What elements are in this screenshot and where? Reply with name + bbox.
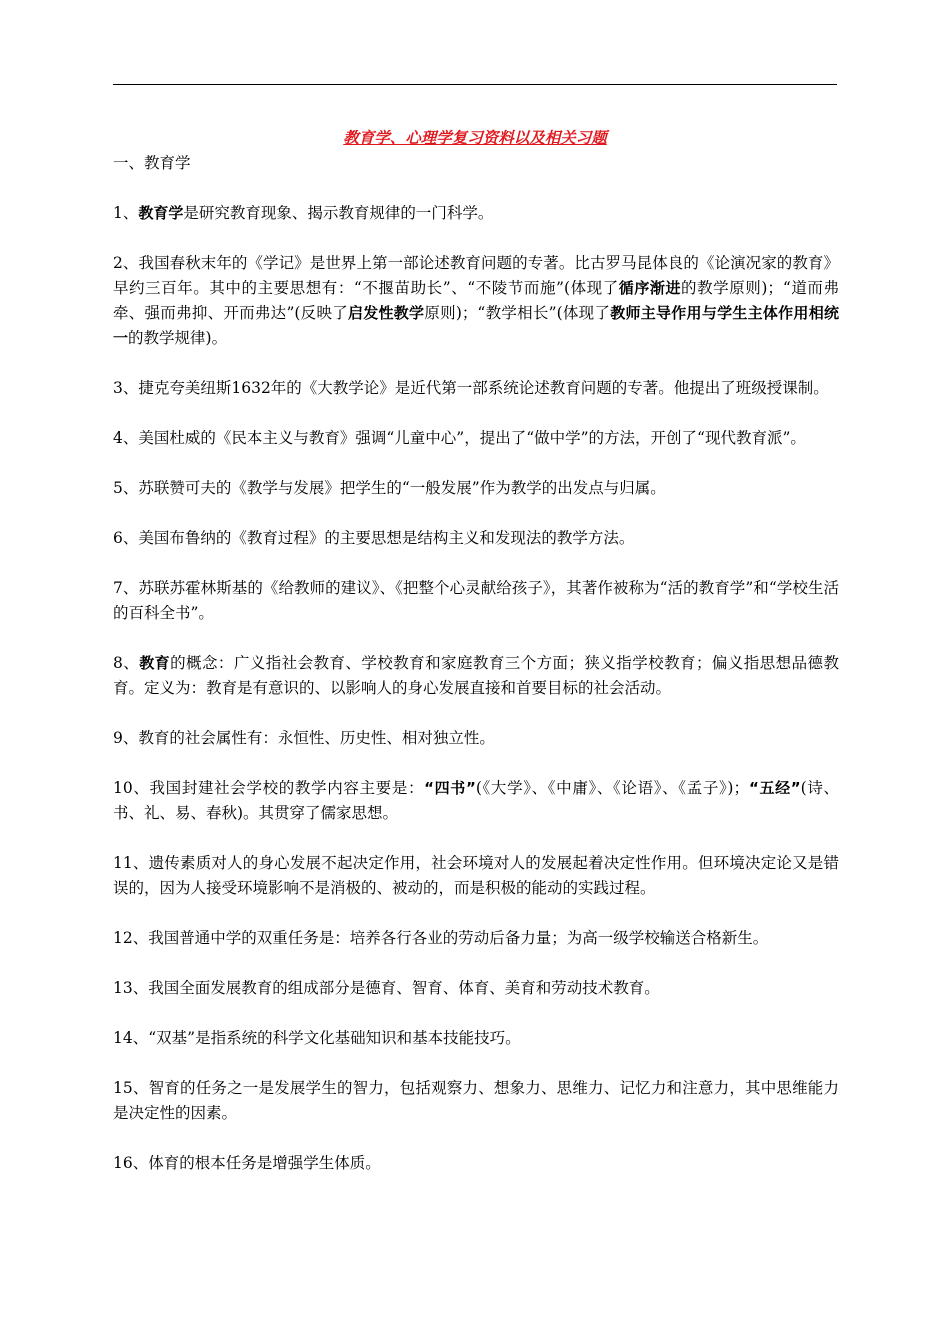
document-body bbox=[113, 201, 839, 1201]
paragraph-14: 14、“双基”是指系统的科学文化基础知识和基本技能技巧。 bbox=[113, 1029, 521, 1047]
paragraph-6: 6、美国布鲁纳的《教育过程》的主要思想是结构主义和发现法的教学方法。 bbox=[113, 529, 635, 547]
title-main: 教育学、心理学复习资料 bbox=[343, 128, 514, 147]
paragraph-4: 4、美国杜威的《民本主义与教育》强调“儿童中心”，提出了“做中学”的方法，开创了“现代教育派”。 bbox=[113, 429, 806, 447]
title-suffix: 以及相关习题 bbox=[513, 128, 607, 147]
paragraph-9: 9、教育的社会属性有：永恒性、历史性、相对独立性。 bbox=[113, 729, 495, 747]
section-heading: 一、教育学 bbox=[113, 154, 191, 172]
paragraph-1: 1、教育学是研究教育现象、揭示教育规律的一门科学。 bbox=[113, 204, 494, 222]
document-title bbox=[113, 126, 837, 148]
paragraph-15: 15、智育的任务之一是发展学生的智力，包括观察力、想象力、思维力、记忆力和注意力，其中思维能力是决定性的因素。 bbox=[113, 1079, 839, 1122]
paragraph-16: 16、体育的根本任务是增强学生体质。 bbox=[113, 1154, 381, 1172]
paragraph-10: 10、我国封建社会学校的教学内容主要是：“四书”(《大学》、《中庸》、《论语》、《孟子》)；“五经”(诗、书、礼、易、春秋)。其贯穿了儒家思想。 bbox=[113, 779, 840, 822]
paragraph-8: 8、教育的概念：广义指社会教育、学校教育和家庭教育三个方面；狭义指学校教育；偏义指思想品德教育。定义为：教育是有意识的、以影响人的身心发展直接和首要目标的社会活动。 bbox=[113, 654, 839, 697]
paragraph-5: 5、苏联赞可夫的《教学与发展》把学生的“一般发展”作为教学的出发点与归属。 bbox=[113, 479, 666, 497]
paragraph-11: 11、遗传素质对人的身心发展不起决定作用，社会环境对人的发展起着决定性作用。但环境决定论又是错误的，因为人接受环境影响不是消极的、被动的，而是积极的能动的实践过程。 bbox=[113, 854, 839, 897]
paragraph-7: 7、苏联苏霍林斯基的《给教师的建议》、《把整个心灵献给孩子》，其著作被称为“活的教育学”和“学校生活的百科全书”。 bbox=[113, 579, 839, 622]
paragraph-12: 12、我国普通中学的双重任务是：培养各行各业的劳动后备力量；为高一级学校输送合格新生。 bbox=[113, 929, 769, 947]
paragraph-13: 13、我国全面发展教育的组成部分是德育、智育、体育、美育和劳动技术教育。 bbox=[113, 979, 660, 997]
paragraph-3: 3、捷克夸美纽斯1632年的《大教学论》是近代第一部系统论述教育问题的专著。他提出了班级授课制。 bbox=[113, 379, 829, 397]
header-rule bbox=[113, 84, 837, 85]
paragraph-2: 2、我国春秋末年的《学记》是世界上第一部论述教育问题的专著。比古罗马昆体良的《论演况家的教育》早约三百年。其中的主要思想有：“不揠苗助长”、“不陵节而施”(体现了循序渐进的教学原则)；“道而弗牵、强而弗抑、开而弗达”(反映了启发性教学原则)；“教学相长”(体现了教师主导作用与学生主体作用相统一的教学规律)。 bbox=[113, 254, 839, 347]
